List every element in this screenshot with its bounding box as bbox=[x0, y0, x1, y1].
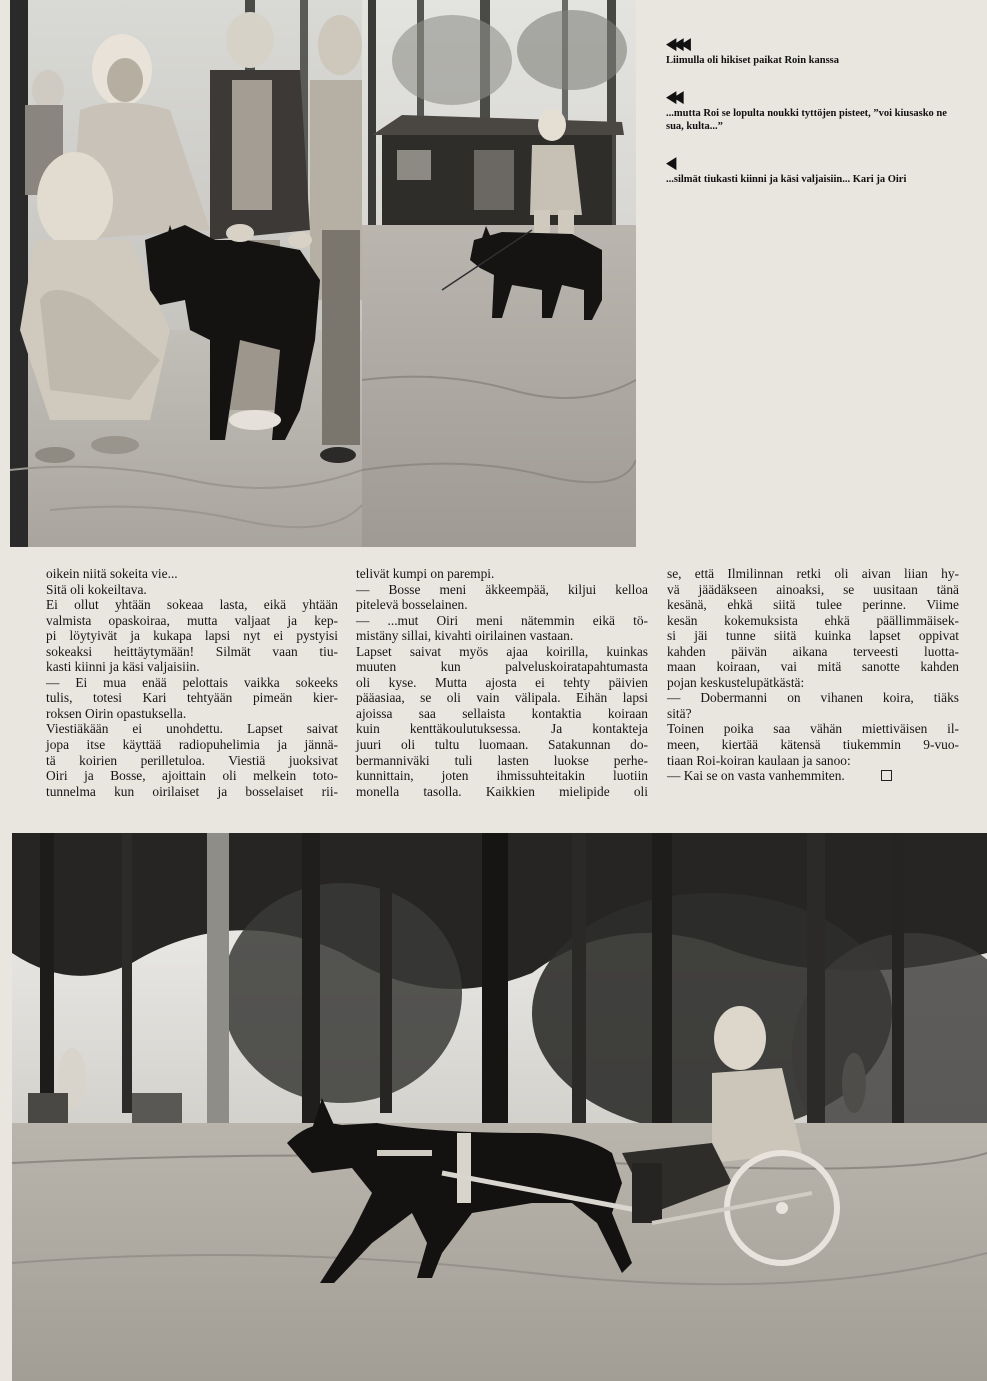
article-line: kahden päivän aikana terveesti luotta- bbox=[667, 643, 959, 659]
article-line: se, että Ilmilinnan retki oli aivan liian hy- bbox=[667, 566, 959, 581]
double-arrow-icon: ◀◀ bbox=[666, 87, 681, 106]
caption-2-text: ...mutta Roi se lopulta noukki tyttöjen pisteet, ”voi kiusasko ne sua, kulta...” bbox=[666, 108, 947, 132]
caption-3-text: ...silmät tiukasti kiinni ja käsi valjaisiin... Kari ja Oiri bbox=[666, 174, 907, 185]
article-line: sitä? bbox=[667, 705, 692, 721]
photo-children-with-doberman bbox=[10, 0, 362, 547]
article-line: Viestiäkään ei unohdettu. Lapset saivat bbox=[46, 721, 338, 737]
article-line: — Bosse meni äkkeempää, kiljui kelloa bbox=[356, 581, 648, 597]
article-line: oli kyse. Mutta ajosta ei tehty päivien bbox=[356, 674, 648, 690]
article-line: jopa itse käyttää radiopuhelimia ja jännä- bbox=[46, 737, 338, 753]
caption-2 bbox=[666, 87, 956, 133]
article-line: Ei ollut yhtään sokeaa lasta, eikä yhtään bbox=[46, 597, 338, 613]
article-line: Oiri ja Bosse, ajoittain oli melkein toto- bbox=[46, 768, 338, 784]
article-line: vä jäädäkseen ainoaksi, se uusitaan tänä bbox=[667, 581, 959, 597]
article-line: maan koiraan, vai mitä sanotte kahden bbox=[667, 659, 959, 675]
article-column-1 bbox=[46, 566, 338, 799]
article-line: mistäny sillai, kivahti oirilainen vastaan. bbox=[356, 628, 574, 644]
article-line: telivät kumpi on parempi. bbox=[356, 566, 495, 581]
article-last-line bbox=[667, 768, 959, 784]
article-line: pojan keskustelupätkästä: bbox=[667, 674, 805, 690]
article-line: kuin kenttäkoulutuksessa. Ja kontakteja bbox=[356, 721, 648, 737]
caption-3 bbox=[666, 153, 956, 186]
article-line: Sitä oli kokeiltava. bbox=[46, 581, 147, 597]
triple-arrow-icon: ◀◀◀ bbox=[666, 34, 688, 53]
article-line: pi löytyivät ja kukapa lapsi nyt ei pystyisi bbox=[46, 628, 338, 644]
article-line: Toinen poika saa vähän miettiväisen il- bbox=[667, 721, 959, 737]
article-line: tiaan Roi-koiran kaulaan ja sanoo: bbox=[667, 752, 851, 768]
article-line: juuri oli tultu luomaan. Satakunnan do- bbox=[356, 737, 648, 753]
article-line: — Ei mua enää pelottais vaikka sokeeks bbox=[46, 674, 338, 690]
photo-boy-with-dog-at-cabin bbox=[362, 0, 636, 547]
article-line: monella tasolla. Kaikkien mielipide oli bbox=[356, 783, 648, 799]
caption-1-text: Liimulla oli hikiset paikat Roin kanssa bbox=[666, 55, 840, 66]
article-line: muuten kun palveluskoiratapahtumasta bbox=[356, 659, 648, 675]
single-arrow-icon: ◀ bbox=[666, 153, 674, 172]
article-line: kesän kokemuksista ehkä päällimmäisek- bbox=[667, 612, 959, 628]
article-line: — Kai se on vasta vanhemmiten. bbox=[667, 768, 845, 784]
end-square-icon bbox=[881, 770, 892, 781]
article-line: kesänä, ehkä siitä tulee perinne. Viime bbox=[667, 597, 959, 613]
article-line: oikein niitä sokeita vie... bbox=[46, 566, 178, 581]
article-line: kunnittain, joten ihmissuhteitakin luotiin bbox=[356, 768, 648, 784]
article-line: bermanniväki tuli lasten luokse perhe- bbox=[356, 752, 648, 768]
article-column-3 bbox=[667, 566, 959, 784]
article-line: — Dobermanni on vihanen koira, tiäks bbox=[667, 690, 959, 706]
article-line: kasti kiinni ja käsi valjaisiin. bbox=[46, 659, 200, 675]
article-line: roksen Oirin opastuksella. bbox=[46, 705, 187, 721]
article-line: ajoissa saa sellaista kontaktia koiraan bbox=[356, 705, 648, 721]
article-line: tulis, totesi Kari tehtyään pimeän kier- bbox=[46, 690, 338, 706]
article-line: — ...mut Oiri meni nätemmin eikä tö- bbox=[356, 612, 648, 628]
article-column-2 bbox=[356, 566, 648, 799]
caption-1 bbox=[666, 34, 956, 67]
caption-list bbox=[666, 34, 956, 206]
article-line: sokeaksi heittäytymään! Silmät vaan tiu- bbox=[46, 643, 338, 659]
article-line: Lapset saivat myös ajaa koirilla, kuinkas bbox=[356, 643, 648, 659]
photo-doberman-pulling-cart bbox=[12, 833, 987, 1381]
article-line: pääasiaa, se oli vain välipala. Eihän lapsi bbox=[356, 690, 648, 706]
article-line: valmista opaskoiraa, mutta valjaat ja kep- bbox=[46, 612, 338, 628]
article-line: tunnelma kun oirilaiset ja bosselaiset rii- bbox=[46, 783, 338, 799]
article-line: pitelevä bosselainen. bbox=[356, 597, 468, 613]
article-line: tä koirien perilletuloa. Viestiä juoksivat bbox=[46, 752, 338, 768]
article-line: meen, kiertää kätensä tiukemmin 9-vuo- bbox=[667, 737, 959, 753]
article-line: si jäi tunne siitä kuinka lapset oppivat bbox=[667, 628, 959, 644]
